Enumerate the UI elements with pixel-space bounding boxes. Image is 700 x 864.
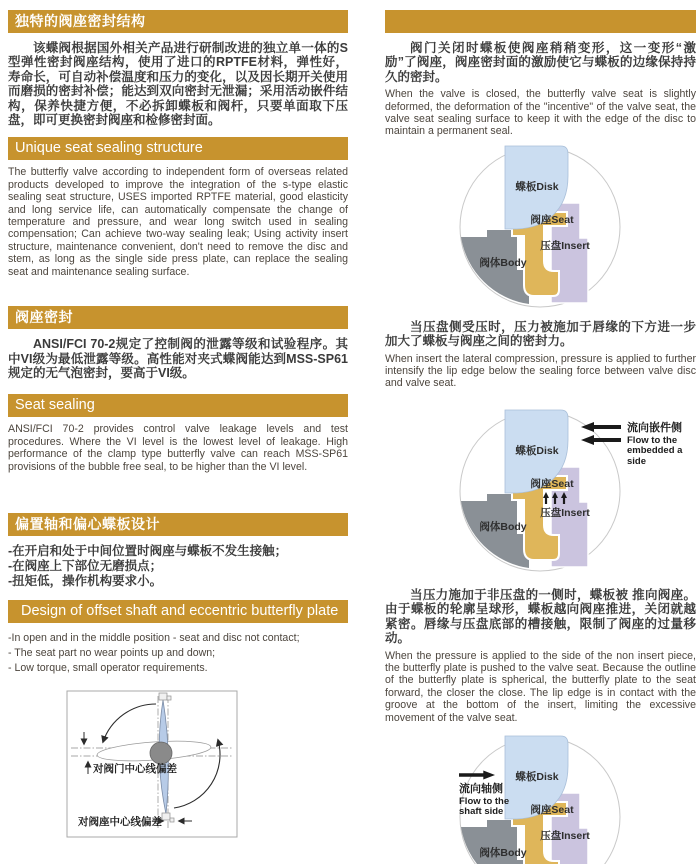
heading-offset-design-en: Design of offset shaft and eccentric butterfly plate (8, 600, 348, 623)
heading-unique-seal-cn: 独特的阀座密封结构 (8, 10, 348, 33)
rotation-arrow-icon (103, 704, 156, 742)
paragraph-unique-seal-en: The butterfly valve according to independent form of overseas related products developed to improve the integration of the s-type elastic sealing seat structure, USES imported RPTFE material, good elasticity and long service life, can automatically compensate the change of temperature and pressure, and wear long switch used in sealing compensation; Can achieve two-way sealing leak; Using activity insert structure, maintenance convenient, don't need to remove the disc and stem, as long as the single side press plate, can replace the sealing seat and maintenance sealing surface. (8, 166, 348, 278)
flow-label-en: Flow to the shaft side (459, 795, 510, 818)
valve-centerline-label: 对阀门中心线偏差 (93, 763, 177, 776)
valve-section-diagram-1 (385, 142, 696, 314)
disk-label: 蝶板Disk (515, 180, 559, 193)
heading-seat-sealing-cn: 阀座密封 (8, 306, 348, 329)
flow-label-en: Flow to the embedded a side (627, 434, 683, 467)
insert-label: 压盘Insert (540, 239, 590, 252)
bullet-item: - The seat part no wear points up and down; (8, 647, 216, 660)
paragraph-shaft-pressure-cn: 当压力施加于非压盘的一侧时，蝶板被 推向阀座。由于蝶板的轮廓呈球形，蝶板越向阀座推进，关闭就越紧密。唇缘与压盘底部的槽接触，限制了阀座的过量移动。 (385, 587, 696, 646)
body-label: 阀体Body (479, 520, 527, 533)
valve-section-diagram-3 (385, 732, 696, 864)
bullet-item: -在开启和处于中间位置时阀座与蝶板不发生接触； (8, 543, 288, 558)
bullet-item: -扭矩低，操作机构要求小。 (8, 573, 163, 588)
bullet-item: - Low torque, small operator requirements. (8, 662, 208, 675)
stem-bottom-nub (170, 818, 174, 822)
seat-label: 阀座Seat (530, 213, 574, 226)
heading-unique-seal-en: Unique seat sealing structure (8, 137, 348, 160)
flow-annotation-insert-side (581, 422, 693, 468)
right-column (385, 10, 696, 864)
heading-seat-sealing-en: Seat sealing (8, 394, 348, 417)
paragraph-closed-seal-cn: 阀门关闭时蝶板使阀座稍稍变形，这一变形“激励”了阀座，阀座密封面的激励使它与蝶板的边缘保持持久的密封。 (385, 41, 696, 84)
paragraph-seat-sealing-cn: ANSI/FCI 70-2规定了控制阀的泄露等级和试验程序。其中VI级为最低泄露等级。高性能对夹式蝶阀能达到MSS-SP61规定的无气泡密封，要高于VI级。 (8, 337, 348, 380)
bullet-list-offset-design-en (8, 631, 348, 676)
paragraph-shaft-pressure-en: When the pressure is applied to the side of the non insert piece, the butterfly plate is pushed to the valve seat. Because the outline of the butterfly plate is spherical, the butterfly plate to the seat forward, the closer the close. The lip edge is in contact with the groove at the bottom of the insert, limiting the excessive movement of the valve seat. (385, 649, 696, 724)
flow-annotation-shaft-side (459, 770, 525, 818)
bullet-list-offset-design-cn (8, 544, 348, 588)
insert-label: 压盘Insert (540, 829, 590, 842)
bullet-item: -In open and in the middle position - seat and disc not contact; (8, 632, 300, 645)
offset-shaft-diagram (66, 690, 238, 838)
paragraph-insert-pressure-cn: 当压盘侧受压时，压力被施加于唇缘的下方进一步加大了蝶板与阀座之间的密封力。 (385, 319, 696, 349)
flow-right-arrow-icon (459, 770, 525, 780)
disk-label: 蝶板Disk (515, 444, 559, 457)
flow-label-cn: 流向轴侧 (459, 782, 503, 795)
paragraph-insert-pressure-en: When insert the lateral compression, pressure is applied to further intensify the lip edge below the sealing force between valve disc and valve seat. (385, 352, 696, 390)
paragraph-unique-seal-cn: 该蝶阀根据国外相关产品进行研制改进的独立单一体的S型弹性密封阀座结构，使用了进口的RPTFE材料，弹性好，寿命长，可自动补偿温度和压力的变化，以及因长期开关使用而磨损的密封补偿；能达到双向密封无泄漏；采用活动嵌件结构，保养快捷方便，不必拆卸蝶板和阀杆，只要单面取下压盘，即可更换密封阀座和检修密封面。 (8, 41, 348, 128)
seat-label: 阀座Seat (530, 477, 574, 490)
stem-top-nub (167, 696, 171, 700)
stem-bottom (162, 813, 170, 820)
heading-bar-blank (385, 10, 696, 33)
paragraph-closed-seal-en: When the valve is closed, the butterfly valve seat is slightly deformed, the deformation of the "incentive" of the valve seat, the valve seat sealing surface to keep it with the edge of the disc to maintain a permanent seal. (385, 88, 696, 138)
stem-top (159, 693, 167, 700)
disk-label: 蝶板Disk (515, 770, 559, 783)
bullet-item: -在阀座上下部位无磨损点； (8, 558, 163, 573)
seat-label: 阀座Seat (530, 803, 574, 816)
body-label: 阀体Body (479, 846, 527, 859)
flow-left-arrows-icon (581, 422, 621, 468)
body-label: 阀体Body (479, 256, 527, 269)
shaft-circle (150, 742, 172, 764)
flow-label-cn: 流向嵌件侧 (627, 421, 682, 434)
pressure-up-arrows-icon (543, 492, 567, 504)
insert-label: 压盘Insert (540, 506, 590, 519)
heading-offset-design-cn: 偏置轴和偏心蝶板设计 (8, 513, 348, 536)
valve-section-diagram-2 (385, 406, 696, 578)
seat-centerline-label: 对阀座中心线偏差 (78, 816, 162, 829)
paragraph-seat-sealing-en: ANSI/FCI 70-2 provides control valve leakage levels and test procedures. Where the VI level is the lowest level of leakage. High performance of the clamp type butterfly valve can reach MSS-SP61 provisions of the bubble free seal, to be higher than the VI level. (8, 423, 348, 473)
left-column (8, 10, 348, 838)
